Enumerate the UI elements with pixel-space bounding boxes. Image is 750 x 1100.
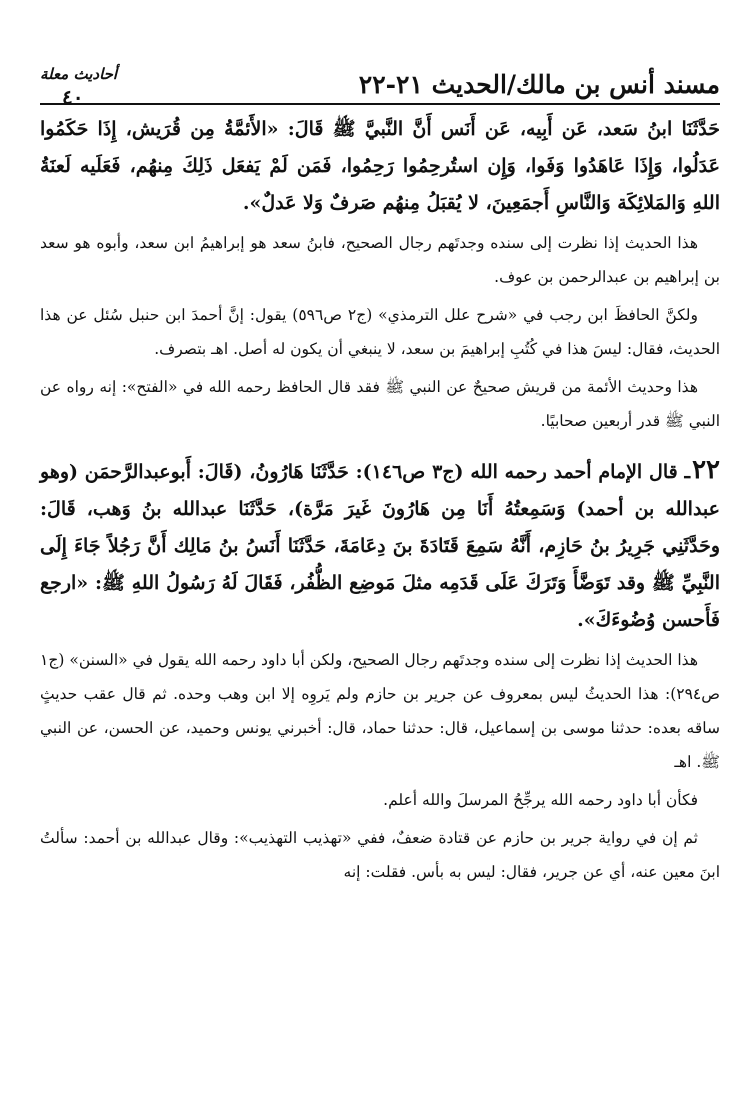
section-gap [40,442,720,452]
commentary-paragraph: ثم إن في رواية جرير بن حازم عن قتادة ضعفٌ، ففي «تهذيب التهذيب»: وقال عبدالله بن أحمد: سألتُ ابنَ معين عنه، أي عن جرير، فقال: ليس به بأس. فقلت: إنه [40,829,720,881]
commentary-paragraph: فكأن أبا داود رحمه الله يرجِّحُ المرسلَ والله أعلم. [383,791,698,809]
running-title: مسند أنس بن مالك/الحديث ٢١-٢٢ [358,70,720,99]
hadith-21-text: حَدَّثَنَا ابنُ سَعد، عَن أَبِيه، عَن أَنَس أَنَّ النَّبيَّ ﷺ قَالَ: «الأَئمَّةُ مِن قُرَيش، إِذَا حَكَمُوا عَدَلُوا، وَإِذَا عَاهَدُوا وَفَوا، وَإِن استُرحِمُوا رَحِمُوا، فَمَن لَمْ يَفعَل ذَلِكَ مِنهُم، فَعَلَيه لَعنَةُ اللهِ وَالمَلائِكَة وَالنَّاسِ أَجمَعِينَ، لا يُقبَلُ مِنهُم صَرفٌ وَلا عَدلٌ». [40,118,720,214]
book-page [40,55,720,1075]
commentary-paragraph: هذا الحديث إذا نظرت إلى سنده وجدتَهم رجال الصحيح، فابنُ سعد هو إبراهيمُ ابن سعد، وأبوه هو سعد بن إبراهيم بن عبدالرحمن بن عوف. [40,234,720,286]
page-body [40,105,720,889]
hadith-number: ٢٢ [692,455,720,485]
hadith-22-body: ـ قال الإمام أحمد رحمه الله (ج٣ ص١٤٦): حَدَّثَنَا هَارُونُ، (قَالَ: أَبوعبدالرَّحمَن (وهو عبدالله بن أحمد) وَسَمِعتُهُ أَنَا مِن هَارُونَ غَيرَ مَرَّة)، حَدَّثَنَا عبدالله بنُ وَهب، قَالَ: وحَدَّثَنِي جَرِيرُ بنُ حَازِم، أَنَّهُ سَمِعَ قَتَادَةَ بنَ دِعَامَةَ، حَدَّثَنَا أَنَسُ بنُ مَالِك أَنَّ رَجُلاً جَاءَ إِلَى النَّبِيِّ ﷺ وقد تَوَضَّأَ وَتَرَكَ عَلَى قَدَمِه مثلَ مَوضِع الظُّفُر، فَقَالَ لَهُ رَسُولُ اللهِ ﷺ: «ارجع فَأَحسن وُضُوءَكَ». [40,461,720,631]
commentary-paragraph: هذا الحديث إذا نظرت إلى سنده وجدتَهم رجال الصحيح، ولكن أبا داود رحمه الله يقول في «السنن» (ج١ ص٢٩٤): هذا الحديثُ ليس بمعروف عن جرير بن حازم ولم يَروِه إلا ابن وهب وحده. ثم قال عقب حديثٍ ساقه بعده: حدثنا موسى بن إسماعيل، قال: حدثنا حماد، قال: أخبرني يونس وحميد، عن الحسن، عن النبي ﷺ. اهـ [40,651,720,771]
running-header [40,55,720,109]
hadith-22-text [40,452,720,639]
commentary-paragraph: هذا وحديث الأئمة من قريش صحيحٌ عن النبي ﷺ فقد قال الحافظ رحمه الله في «الفتح»: إنه رواه عن النبي ﷺ قدر أربعين صحابيًا. [40,378,720,430]
commentary-paragraph: ولكنَّ الحافظَ ابن رجب في «شرح علل الترمذي» (ج٢ ص٥٩٦) يقول: إنَّ أحمدَ ابن حنبل سُئل عن هذا الحديث، فقال: ليسَ هذا في كُتُبِ إبراهيمَ بن سعد، لا ينبغي أن يكون له أصل. اهـ بتصرف. [40,306,720,358]
page-number: ٤٠ [62,85,84,109]
series-title: أحاديث معلة [40,65,118,83]
